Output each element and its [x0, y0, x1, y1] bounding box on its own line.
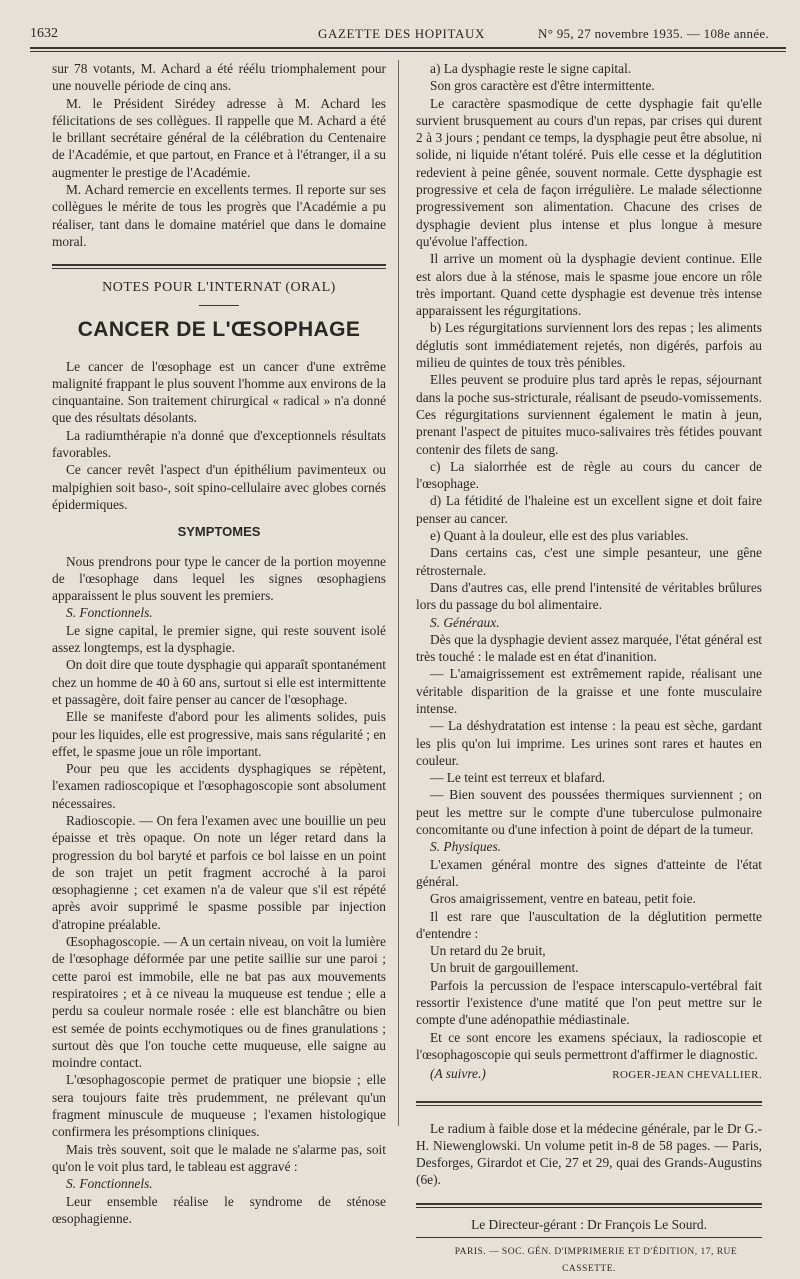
paragraph: S. Généraux.	[430, 614, 500, 630]
paragraph: sur 78 votants, M. Achard a été réélu triomphalement pour une nouvelle période de cinq ans.	[52, 61, 386, 94]
paragraph: Dès que la dysphagie devient assez marquée, l'état général est très touché : le malade est en état d'inanition.	[416, 631, 762, 665]
paragraph: S. Physiques.	[430, 839, 502, 855]
section-heading: NOTES POUR L'INTERNAT (ORAL)	[102, 280, 336, 296]
header-rule	[30, 47, 786, 52]
column-divider	[398, 60, 399, 1126]
paragraph: a) La dysphagie reste le signe capital.	[430, 61, 632, 76]
paragraph: S. Fonctionnels.	[66, 1176, 153, 1192]
paragraph: Il est rare que l'auscultation de la déglutition permette d'entendre :	[416, 908, 762, 941]
issue-info: N° 95, 27 novembre 1935. — 108e année.	[538, 26, 770, 41]
article-title: CANCER DE L'ŒSOPHAGE	[77, 317, 361, 341]
paragraph: S. Fonctionnels.	[66, 605, 153, 621]
paragraph: Radioscopie. — On fera l'examen avec une bouillie un peu épaisse et très opaque. On note un léger retard dans la progression du bol baryté et parfois ce bol laisse en un point de son trajet un petit fragment accroché à la paroi œsophagienne ; cet examen n'a de valeur que s'il est répété après avoir supprimé le spasme possible par injection d'atropine préalable.	[52, 812, 386, 932]
paragraph: Un retard du 2e bruit,	[430, 943, 546, 959]
paragraph: Un bruit de gargouillement.	[430, 960, 579, 976]
paragraph: Leur ensemble réalise le syndrome de sténose œsophagienne.	[52, 1193, 386, 1226]
director-line: Le Directeur-gérant : Dr François Le Sourd.	[471, 1216, 707, 1232]
left-column	[52, 60, 386, 1227]
paragraph: M. Achard remercie en excellents termes. Il reporte sur ses collègues le mérite de tous les progrès que l'Académie a pu réaliser, tant dans le domaine matériel que dans le domaine moral.	[52, 182, 386, 249]
section-rule	[416, 1101, 762, 1106]
paragraph: Mais très souvent, soit que le malade ne s'alarme pas, soit qu'on le voit plus tard, le tableau est aggravé :	[52, 1141, 386, 1174]
paragraph: Œsophagoscopie. — A un certain niveau, on voit la lumière de l'œsophage déformée par une petite saillie sur une paroi ; cette paroi est immobile, elle ne bat pas aux mouvements respiratoires ; et à ce niveau la muqueuse est tendue ; elle a perdu sa couleur normale rosée : elle est blanchâtre ou bien est semée de points ecchymotiques ou de fines granulations ; surtout dès que l'on touche cette muqueuse, elle saigne au moindre contact.	[52, 934, 386, 1071]
paragraph: — La déshydratation est intense : la peau est sèche, gardant les plis qu'on lui imprime. Les urines sont rares et hautes en couleur.	[416, 718, 762, 768]
paragraph: Gros amaigrissement, ventre en bateau, petit foie.	[430, 891, 696, 907]
paragraph: c) La sialorrhée est de règle au cours du cancer de l'œsophage.	[416, 458, 762, 492]
signature-line	[416, 1065, 762, 1084]
paragraph: L'examen général montre des signes d'atteinte de l'état général.	[416, 856, 762, 889]
paragraph: — Le teint est terreux et blafard.	[430, 770, 606, 786]
section-rule	[416, 1203, 762, 1208]
paragraph: Nous prendrons pour type le cancer de la portion moyenne de l'œsophage dans lequel les signes œsophagiens apparaissent le plus souvent les premiers.	[52, 553, 386, 604]
page-header	[30, 26, 786, 48]
paragraph: d) La fétidité de l'haleine est un excellent signe et doit faire penser au cancer.	[416, 493, 762, 526]
paragraph: Le caractère spasmodique de cette dysphagie fait qu'elle survient brusquement au cours d'un repas, par crises qui durent 2 à 3 jours ; pendant ce temps, la dysphagie peut être absolue, ni solide, ni liquide n'étant toléré. Puis elle cesse et la déglutition redevient à peine gênée, souvent normale. Cette dysphagie est progressive et cela de façon irrégulière. Le malade sélectionne progressivement son alimentation. Chacune des crises de dysphagie devient plus intense et plus longue à mesure qu'évolue l'affection.	[416, 95, 762, 249]
subheading-symptoms: SYMPTOMES	[177, 524, 261, 540]
paragraph: Le cancer de l'œsophage est un cancer d'une extrême malignité frappant le plus souvent l'homme aux environs de la cinquantaine. Son traitement chirurgical « radical » n'a donné que des résultats désolants.	[52, 358, 386, 426]
paragraph: M. le Président Sirédey adresse à M. Achard les félicitations de ses collègues. Il rappelle que M. Achard a été le brillant secrétaire général de la célébration du Centenaire de l'Académie, et que partout, en France et à l'étranger, il a su augmenter le prestige de l'Académie.	[52, 95, 386, 180]
paragraph: Elle se manifeste d'abord pour les aliments solides, puis pour les liquides, elle est progressive, mais sans régularité ; en effet, le spasme joue un rôle important.	[52, 709, 386, 759]
paragraph: — L'amaigrissement est extrêmement rapide, réalisant une véritable disparition de la graisse et une fonte musculaire intense.	[416, 666, 762, 716]
author-signature: ROGER-JEAN CHEVALLIER.	[612, 1069, 762, 1082]
paragraph: Il arrive un moment où la dysphagie devient continue. Elle est alors due à la sténose, mais le spasme joue encore un rôle très important. Quand cette dysphagie est devenue très intense apparaissent les régurgitations.	[416, 251, 762, 319]
section-rule	[52, 264, 386, 269]
book-notice: Le radium à faible dose et la médecine générale, par le Dr G.-H. Niewenglowski. Un volume petit in-8 de 58 pages. — Paris, Desforges, Girardot et Cie, 27 et 29, quai des Grands-Augustins (6e).	[416, 1120, 762, 1188]
paragraph: L'œsophagoscopie permet de pratiquer une biopsie ; elle sera toujours faite très prudemment, ne prélevant qu'un fragment minuscule de muqueuse ; l'examen histologique confirmera les présomptions cliniques.	[52, 1072, 386, 1140]
paragraph: Pour peu que les accidents dysphagiques se répètent, l'examen radioscopique et l'œsophagoscopie sont absolument nécessaires.	[52, 761, 386, 811]
paragraph: Le signe capital, le premier signe, qui reste souvent isolé assez longtemps, est la dysphagie.	[52, 622, 386, 656]
paragraph: Ce cancer revêt l'aspect d'un épithélium pavimenteux ou malpighien soit baso-, soit spino-cellulaire avec globes cornés épidermiques.	[52, 462, 386, 512]
paragraph: On doit dire que toute dysphagie qui apparaît spontanément chez un homme de 40 à 60 ans, surtout si elle est intermittente et passagère, doit faire penser au cancer de l'œsophage.	[52, 657, 386, 707]
paragraph: La radiumthérapie n'a donné que d'exceptionnels résultats favorables.	[52, 427, 386, 461]
paragraph: e) Quant à la douleur, elle est des plus variables.	[430, 528, 689, 544]
paragraph: Elles peuvent se produire plus tard après le repas, séjournant dans la poche sus-stricturale, réalisant de pseudo-vomissements. Ces régurgitations surviennent également le matin à jeun, prenant l'aspect de pituites muco-salivaires très fétides pouvant contenir des filets de sang.	[416, 372, 762, 457]
paragraph: Dans certains cas, c'est une simple pesanteur, une gêne rétrosternale.	[416, 545, 762, 578]
page-number: 1632	[30, 26, 58, 41]
paragraph: b) Les régurgitations surviennent lors des repas ; les aliments déglutis sont immédiatement rejetés, non digérés, parfois au milieu de quintes de toux très pénibles.	[416, 320, 762, 371]
paragraph: — Bien souvent des poussées thermiques surviennent ; on peut les mettre sur le compte d'une tuberculose pulmonaire concomitante ou d'une infection à point de départ de la tumeur.	[416, 787, 762, 838]
right-column	[416, 60, 762, 1279]
paragraph: Son gros caractère est d'être intermittente.	[430, 78, 655, 94]
short-rule	[199, 305, 239, 306]
footer-rule	[416, 1237, 762, 1238]
to-be-continued: (A suivre.)	[430, 1066, 486, 1082]
paragraph: Parfois la percussion de l'espace interscapulo-vertébral fait ressortir l'existence d'une matité que l'on peut mettre sur le compte d'une adénopathie médiastinale.	[416, 977, 762, 1028]
journal-title: GAZETTE DES HOPITAUX	[318, 26, 485, 41]
paragraph: Et ce sont encore les examens spéciaux, la radioscopie et l'œsophagoscopie qui seuls permettront d'affirmer le diagnostic.	[416, 1029, 762, 1062]
printer-imprint: PARIS. — SOC. GÉN. D'IMPRIMERIE ET D'ÉDITION, 17, RUE CASSETTE.	[454, 1247, 738, 1275]
paragraph: Dans d'autres cas, elle prend l'intensité de véritables brûlures lors du passage du bol alimentaire.	[416, 579, 762, 613]
